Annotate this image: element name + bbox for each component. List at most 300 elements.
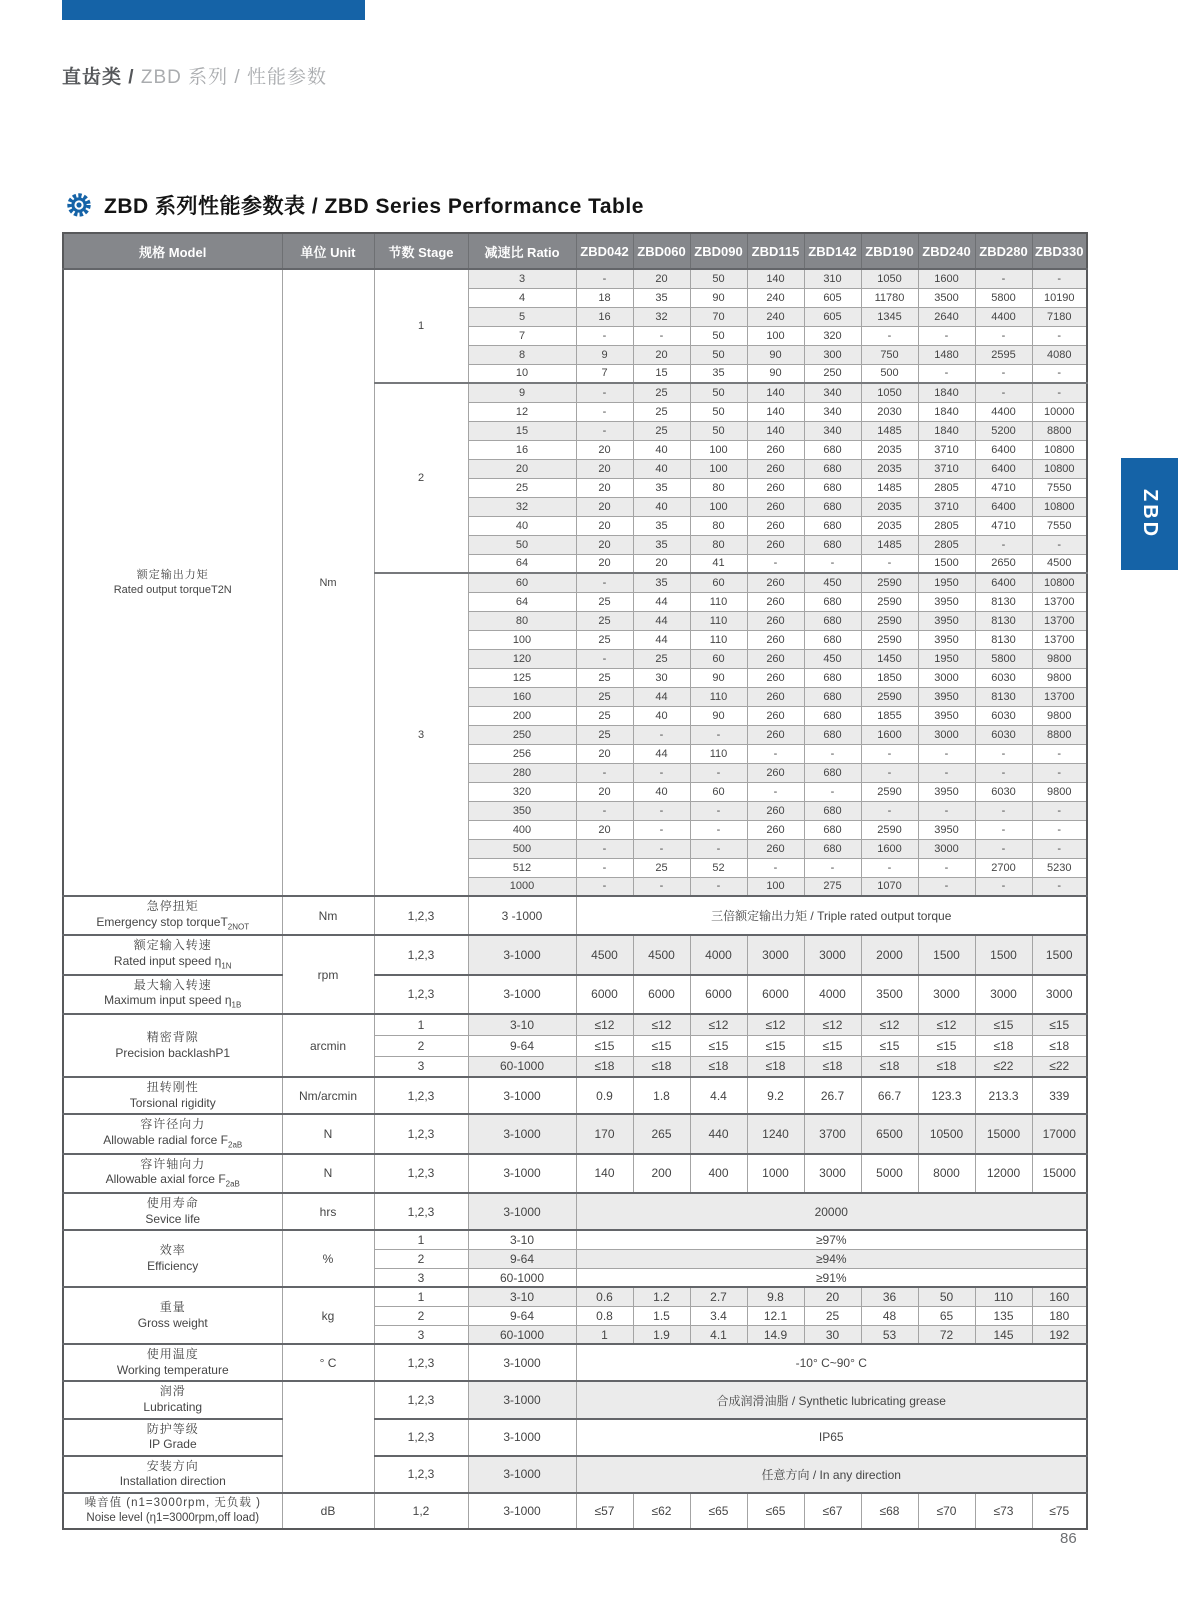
value-cell: 7550 (1032, 478, 1087, 497)
value-cell: - (861, 744, 918, 763)
stage-cell: 1,2,3 (374, 1154, 468, 1193)
value-cell: ≤22 (1032, 1056, 1087, 1077)
unit-cell: hrs (282, 1193, 374, 1230)
row-label-en: Rated input speed $\eta_{1N}$ (113, 953, 232, 971)
value-cell: - (690, 820, 747, 839)
ratio-cell: 16 (468, 440, 576, 459)
row-label-en: Installation direction (119, 1474, 226, 1489)
value-cell: 4710 (975, 478, 1032, 497)
column-header: ZBD190 (861, 233, 918, 269)
value-cell: - (804, 858, 861, 877)
value-cell: 2590 (861, 592, 918, 611)
value-cell: 6400 (975, 573, 1032, 592)
row-label-cell (63, 269, 282, 896)
ratio-cell: 280 (468, 763, 576, 782)
value-cell: - (1032, 269, 1087, 288)
ratio-cell: 12 (468, 402, 576, 421)
value-cell: 25 (633, 383, 690, 402)
value-cell: 20 (576, 497, 633, 516)
stage-cell: 1,2,3 (374, 1193, 468, 1230)
value-cell: ≤18 (576, 1056, 633, 1077)
value-cell: 3700 (804, 1114, 861, 1153)
value-cell: - (1032, 839, 1087, 858)
table-row (63, 896, 1087, 935)
value-cell: ≤70 (918, 1493, 975, 1529)
unit-cell: % (282, 1230, 374, 1287)
value-cell: 3710 (918, 440, 975, 459)
row-label-en: Sevice life (145, 1211, 201, 1226)
stage-cell: 1,2,3 (374, 1114, 468, 1153)
value-cell: 2805 (918, 516, 975, 535)
value-cell: 1600 (861, 839, 918, 858)
ratio-cell: 3-1000 (468, 1154, 576, 1193)
value-cell: 6400 (975, 497, 1032, 516)
value-cell: 680 (804, 497, 861, 516)
value-cell: 100 (747, 326, 804, 345)
row-label-en: Noise level (η1=3000rpm,off load) (86, 1512, 260, 1524)
row-label-cn: 润滑 (159, 1384, 186, 1399)
row-label-cn: 效率 (159, 1243, 186, 1258)
value-cell: 35 (690, 364, 747, 383)
value-cell: 100 (690, 440, 747, 459)
value-cell: 3950 (918, 592, 975, 611)
value-cell: 180 (1032, 1306, 1087, 1325)
row-label-en: Lubricating (143, 1400, 203, 1415)
stage-cell: 1 (374, 1287, 468, 1306)
ratio-cell: 3-1000 (468, 1419, 576, 1456)
value-cell: 450 (804, 649, 861, 668)
ratio-cell: 3-10 (468, 1230, 576, 1249)
value-cell: 48 (861, 1306, 918, 1325)
stage-cell: 1 (374, 1230, 468, 1249)
value-cell: 7 (576, 364, 633, 383)
row-label-cell (63, 935, 282, 974)
value-cell: 339 (1032, 1077, 1087, 1114)
value-cell: - (975, 877, 1032, 896)
value-cell: 2035 (861, 497, 918, 516)
value-cell: 20 (633, 345, 690, 364)
value-cell: - (633, 820, 690, 839)
row-label-cell (63, 896, 282, 935)
ratio-cell: 8 (468, 345, 576, 364)
value-cell: 3000 (918, 668, 975, 687)
value-cell: 44 (633, 592, 690, 611)
table-row (63, 1193, 1087, 1230)
table-row (63, 1419, 1087, 1456)
ratio-cell: 512 (468, 858, 576, 877)
value-cell: 440 (690, 1114, 747, 1153)
row-label-cell (63, 1014, 282, 1077)
value-cell: 260 (747, 459, 804, 478)
value-cell: 3950 (918, 820, 975, 839)
value-cell: 4400 (975, 402, 1032, 421)
value-cell: 3950 (918, 782, 975, 801)
row-label-en: Gross weight (137, 1315, 208, 1330)
value-cell: 90 (747, 364, 804, 383)
value-cell: 13700 (1032, 611, 1087, 630)
value-cell: 3000 (804, 1154, 861, 1193)
value-cell: 53 (861, 1325, 918, 1344)
value-cell: 160 (1032, 1287, 1087, 1306)
row-label-cn: 防护等级 (146, 1421, 199, 1436)
value-cell: - (633, 326, 690, 345)
value-cell: 50 (690, 269, 747, 288)
value-cell: ≤15 (861, 1035, 918, 1056)
value-cell: 1.9 (633, 1325, 690, 1344)
table-row (63, 1381, 1087, 1418)
ratio-cell: 125 (468, 668, 576, 687)
stage-cell: 2 (374, 383, 468, 573)
value-cell: ≤12 (690, 1014, 747, 1035)
value-cell: 1480 (918, 345, 975, 364)
ratio-cell: 3-1000 (468, 1493, 576, 1529)
value-cell: 25 (576, 706, 633, 725)
value-cell: 20 (576, 516, 633, 535)
section-title-row (66, 190, 644, 220)
ratio-cell: 32 (468, 497, 576, 516)
value-cell: 1485 (861, 421, 918, 440)
row-label-en: Precision backlashP1 (115, 1045, 231, 1060)
row-label-en: Efficiency (147, 1258, 199, 1273)
value-cell: 400 (690, 1154, 747, 1193)
value-cell: ≤12 (576, 1014, 633, 1035)
value-cell: 3000 (918, 725, 975, 744)
column-header: ZBD090 (690, 233, 747, 269)
value-cell: - (861, 763, 918, 782)
value-cell: 100 (747, 877, 804, 896)
value-cell: 5200 (975, 421, 1032, 440)
stage-cell: 1 (374, 269, 468, 383)
value-cell: 2590 (861, 687, 918, 706)
value-cell: 50 (690, 421, 747, 440)
value-cell: 30 (633, 668, 690, 687)
value-cell: 20 (576, 554, 633, 573)
stage-cell: 2 (374, 1306, 468, 1325)
value-cell: - (576, 383, 633, 402)
value-cell: 10800 (1032, 459, 1087, 478)
ratio-cell: 256 (468, 744, 576, 763)
value-cell: 240 (747, 288, 804, 307)
value-cell: 680 (804, 668, 861, 687)
zbd-side-tab: ZBD (1121, 458, 1178, 570)
ratio-cell: 60-1000 (468, 1268, 576, 1287)
value-cell: 275 (804, 877, 861, 896)
value-cell: - (576, 402, 633, 421)
value-cell: ≤22 (975, 1056, 1032, 1077)
row-label-cn: 最大输入转速 (133, 977, 212, 992)
performance-table-body (63, 233, 1087, 1529)
value-cell: 4.4 (690, 1077, 747, 1114)
value-cell: 680 (804, 839, 861, 858)
value-cell: 320 (804, 326, 861, 345)
value-cell: 340 (804, 402, 861, 421)
value-cell: 25 (576, 611, 633, 630)
value-cell: 135 (975, 1306, 1032, 1325)
value-cell: - (633, 801, 690, 820)
ratio-cell: 9-64 (468, 1306, 576, 1325)
value-cell: 25 (576, 592, 633, 611)
value-cell: 1600 (861, 725, 918, 744)
breadcrumb-category: 直齿类 / (62, 67, 135, 88)
value-cell: 1450 (861, 649, 918, 668)
value-cell: 5230 (1032, 858, 1087, 877)
row-label-cn: 噪音值 (n1=3000rpm, 无负载 ) (84, 1497, 261, 1510)
value-cell: 9.8 (747, 1287, 804, 1306)
value-cell: 8800 (1032, 421, 1087, 440)
value-cell: - (576, 326, 633, 345)
value-cell: - (975, 535, 1032, 554)
value-cell: 5000 (861, 1154, 918, 1193)
span-value-cell: 20000 (576, 1193, 1087, 1230)
value-cell: 6030 (975, 706, 1032, 725)
value-cell: - (1032, 801, 1087, 820)
value-cell: 2590 (861, 611, 918, 630)
value-cell: 10500 (918, 1114, 975, 1153)
value-cell: 18 (576, 288, 633, 307)
table-row (63, 1493, 1087, 1529)
row-label-cell (63, 1287, 282, 1344)
value-cell: 2595 (975, 345, 1032, 364)
value-cell: 3950 (918, 687, 975, 706)
value-cell: - (690, 877, 747, 896)
value-cell: 6000 (633, 975, 690, 1014)
row-label-cell (63, 1154, 282, 1193)
value-cell: 25 (633, 402, 690, 421)
value-cell: 2035 (861, 440, 918, 459)
value-cell: 20 (576, 820, 633, 839)
value-cell: 260 (747, 820, 804, 839)
value-cell: 680 (804, 478, 861, 497)
span-value-cell: ≥97% (576, 1230, 1087, 1249)
table-row (63, 1114, 1087, 1153)
ratio-cell: 3 (468, 269, 576, 288)
value-cell: 260 (747, 440, 804, 459)
value-cell: 50 (690, 383, 747, 402)
value-cell: 9.2 (747, 1077, 804, 1114)
value-cell: 260 (747, 516, 804, 535)
value-cell: - (804, 782, 861, 801)
ratio-cell: 100 (468, 630, 576, 649)
row-label-cell (63, 1114, 282, 1153)
value-cell: 3710 (918, 497, 975, 516)
value-cell: - (975, 839, 1032, 858)
value-cell: 6030 (975, 668, 1032, 687)
value-cell: 145 (975, 1325, 1032, 1344)
value-cell: - (576, 269, 633, 288)
value-cell: 300 (804, 345, 861, 364)
value-cell: 44 (633, 611, 690, 630)
row-label-cn: 使用寿命 (146, 1196, 199, 1211)
value-cell: 340 (804, 383, 861, 402)
value-cell: 80 (690, 516, 747, 535)
ratio-cell: 80 (468, 611, 576, 630)
column-header: 规格 Model (63, 233, 282, 269)
value-cell: 11780 (861, 288, 918, 307)
value-cell: 260 (747, 630, 804, 649)
value-cell: 680 (804, 535, 861, 554)
span-value-cell: IP65 (576, 1419, 1087, 1456)
ratio-cell: 400 (468, 820, 576, 839)
value-cell: 12.1 (747, 1306, 804, 1325)
value-cell: - (747, 782, 804, 801)
value-cell: ≤75 (1032, 1493, 1087, 1529)
row-label-en: Emergency stop torqueT$_{2NOT}$ (96, 914, 250, 931)
value-cell: 12000 (975, 1154, 1032, 1193)
value-cell: 1 (576, 1325, 633, 1344)
value-cell: - (804, 554, 861, 573)
value-cell: 36 (861, 1287, 918, 1306)
value-cell: 20 (576, 744, 633, 763)
row-label-en: Rated output torqueT2N (113, 583, 232, 596)
ratio-cell: 60-1000 (468, 1056, 576, 1077)
value-cell: 20 (576, 478, 633, 497)
stage-cell: 2 (374, 1249, 468, 1268)
value-cell: 25 (576, 630, 633, 649)
value-cell: 60 (690, 782, 747, 801)
value-cell: 4.1 (690, 1325, 747, 1344)
page-number: 86 (1060, 1530, 1077, 1547)
span-value-cell: ≥91% (576, 1268, 1087, 1287)
value-cell: - (1032, 326, 1087, 345)
breadcrumb (62, 62, 327, 89)
stage-cell: 1 (374, 1014, 468, 1035)
ratio-cell: 3-1000 (468, 1077, 576, 1114)
value-cell: 170 (576, 1114, 633, 1153)
value-cell: 6000 (576, 975, 633, 1014)
value-cell: 40 (633, 497, 690, 516)
value-cell: 16 (576, 307, 633, 326)
value-cell: 260 (747, 573, 804, 592)
value-cell: 3000 (918, 839, 975, 858)
stage-cell: 1,2,3 (374, 975, 468, 1014)
value-cell: 140 (747, 269, 804, 288)
value-cell: 680 (804, 459, 861, 478)
value-cell: ≤15 (747, 1035, 804, 1056)
value-cell: - (861, 554, 918, 573)
value-cell: 250 (804, 364, 861, 383)
ratio-cell: 7 (468, 326, 576, 345)
unit-cell (282, 1381, 374, 1493)
table-row (63, 1014, 1087, 1035)
value-cell: 9800 (1032, 782, 1087, 801)
value-cell: 0.9 (576, 1077, 633, 1114)
value-cell: 110 (690, 687, 747, 706)
value-cell: 1000 (747, 1154, 804, 1193)
row-label-cn: 扭转刚性 (146, 1080, 199, 1095)
value-cell: - (975, 820, 1032, 839)
ratio-cell: 20 (468, 459, 576, 478)
stage-cell: 1,2 (374, 1493, 468, 1529)
value-cell: - (918, 858, 975, 877)
value-cell: - (861, 801, 918, 820)
row-label-cn: 安装方向 (146, 1458, 199, 1473)
table-row (63, 1287, 1087, 1306)
value-cell: 5800 (975, 288, 1032, 307)
ratio-cell: 3-10 (468, 1287, 576, 1306)
value-cell: 8800 (1032, 725, 1087, 744)
value-cell: 1840 (918, 383, 975, 402)
value-cell: 2805 (918, 478, 975, 497)
value-cell: 110 (975, 1287, 1032, 1306)
value-cell: 1.8 (633, 1077, 690, 1114)
value-cell: 140 (747, 421, 804, 440)
value-cell: 25 (633, 858, 690, 877)
value-cell: 10800 (1032, 440, 1087, 459)
value-cell: 20 (633, 269, 690, 288)
value-cell: ≤18 (690, 1056, 747, 1077)
unit-cell: Nm (282, 269, 374, 896)
performance-table-wrap (62, 232, 1088, 1530)
value-cell: 50 (690, 345, 747, 364)
value-cell: 44 (633, 687, 690, 706)
value-cell: ≤18 (918, 1056, 975, 1077)
value-cell: - (918, 326, 975, 345)
table-row (63, 1077, 1087, 1114)
ratio-cell: 64 (468, 554, 576, 573)
row-label-en: Working temperature (116, 1362, 229, 1377)
value-cell: 41 (690, 554, 747, 573)
value-cell: - (1032, 820, 1087, 839)
value-cell: 0.8 (576, 1306, 633, 1325)
value-cell: 4400 (975, 307, 1032, 326)
ratio-cell: 3-1000 (468, 975, 576, 1014)
value-cell: 20 (576, 459, 633, 478)
row-label-cn: 额定输入转速 (133, 938, 212, 953)
value-cell: 8130 (975, 611, 1032, 630)
value-cell: 44 (633, 630, 690, 649)
value-cell: 2805 (918, 535, 975, 554)
value-cell: 15000 (1032, 1154, 1087, 1193)
table-row (63, 1456, 1087, 1493)
row-label-cn: 使用温度 (146, 1347, 199, 1362)
value-cell: 1500 (918, 554, 975, 573)
value-cell: 1950 (918, 573, 975, 592)
column-header: 减速比 Ratio (468, 233, 576, 269)
value-cell: ≤68 (861, 1493, 918, 1529)
span-value-cell: ≥94% (576, 1249, 1087, 1268)
value-cell: 7550 (1032, 516, 1087, 535)
value-cell: 90 (690, 288, 747, 307)
value-cell: 40 (633, 782, 690, 801)
value-cell: 35 (633, 478, 690, 497)
value-cell: 1.2 (633, 1287, 690, 1306)
value-cell: 680 (804, 706, 861, 725)
value-cell: 260 (747, 497, 804, 516)
value-cell: 8130 (975, 687, 1032, 706)
value-cell: 10800 (1032, 497, 1087, 516)
value-cell: 3000 (918, 975, 975, 1014)
value-cell: - (861, 858, 918, 877)
span-value-cell: 三倍额定输出力矩 / Triple rated output torque (576, 896, 1087, 935)
value-cell: 60 (690, 573, 747, 592)
value-cell: 6400 (975, 459, 1032, 478)
value-cell: 2.7 (690, 1287, 747, 1306)
value-cell: 90 (690, 706, 747, 725)
value-cell: 10190 (1032, 288, 1087, 307)
ratio-cell: 1000 (468, 877, 576, 896)
stage-cell: 2 (374, 1035, 468, 1056)
value-cell: - (690, 763, 747, 782)
column-header: ZBD115 (747, 233, 804, 269)
value-cell: 20 (576, 535, 633, 554)
value-cell: ≤15 (1032, 1014, 1087, 1035)
value-cell: 9 (576, 345, 633, 364)
value-cell: 8000 (918, 1154, 975, 1193)
value-cell: 140 (747, 383, 804, 402)
value-cell: 260 (747, 839, 804, 858)
value-cell: 2000 (861, 935, 918, 974)
unit-cell: ° C (282, 1344, 374, 1381)
